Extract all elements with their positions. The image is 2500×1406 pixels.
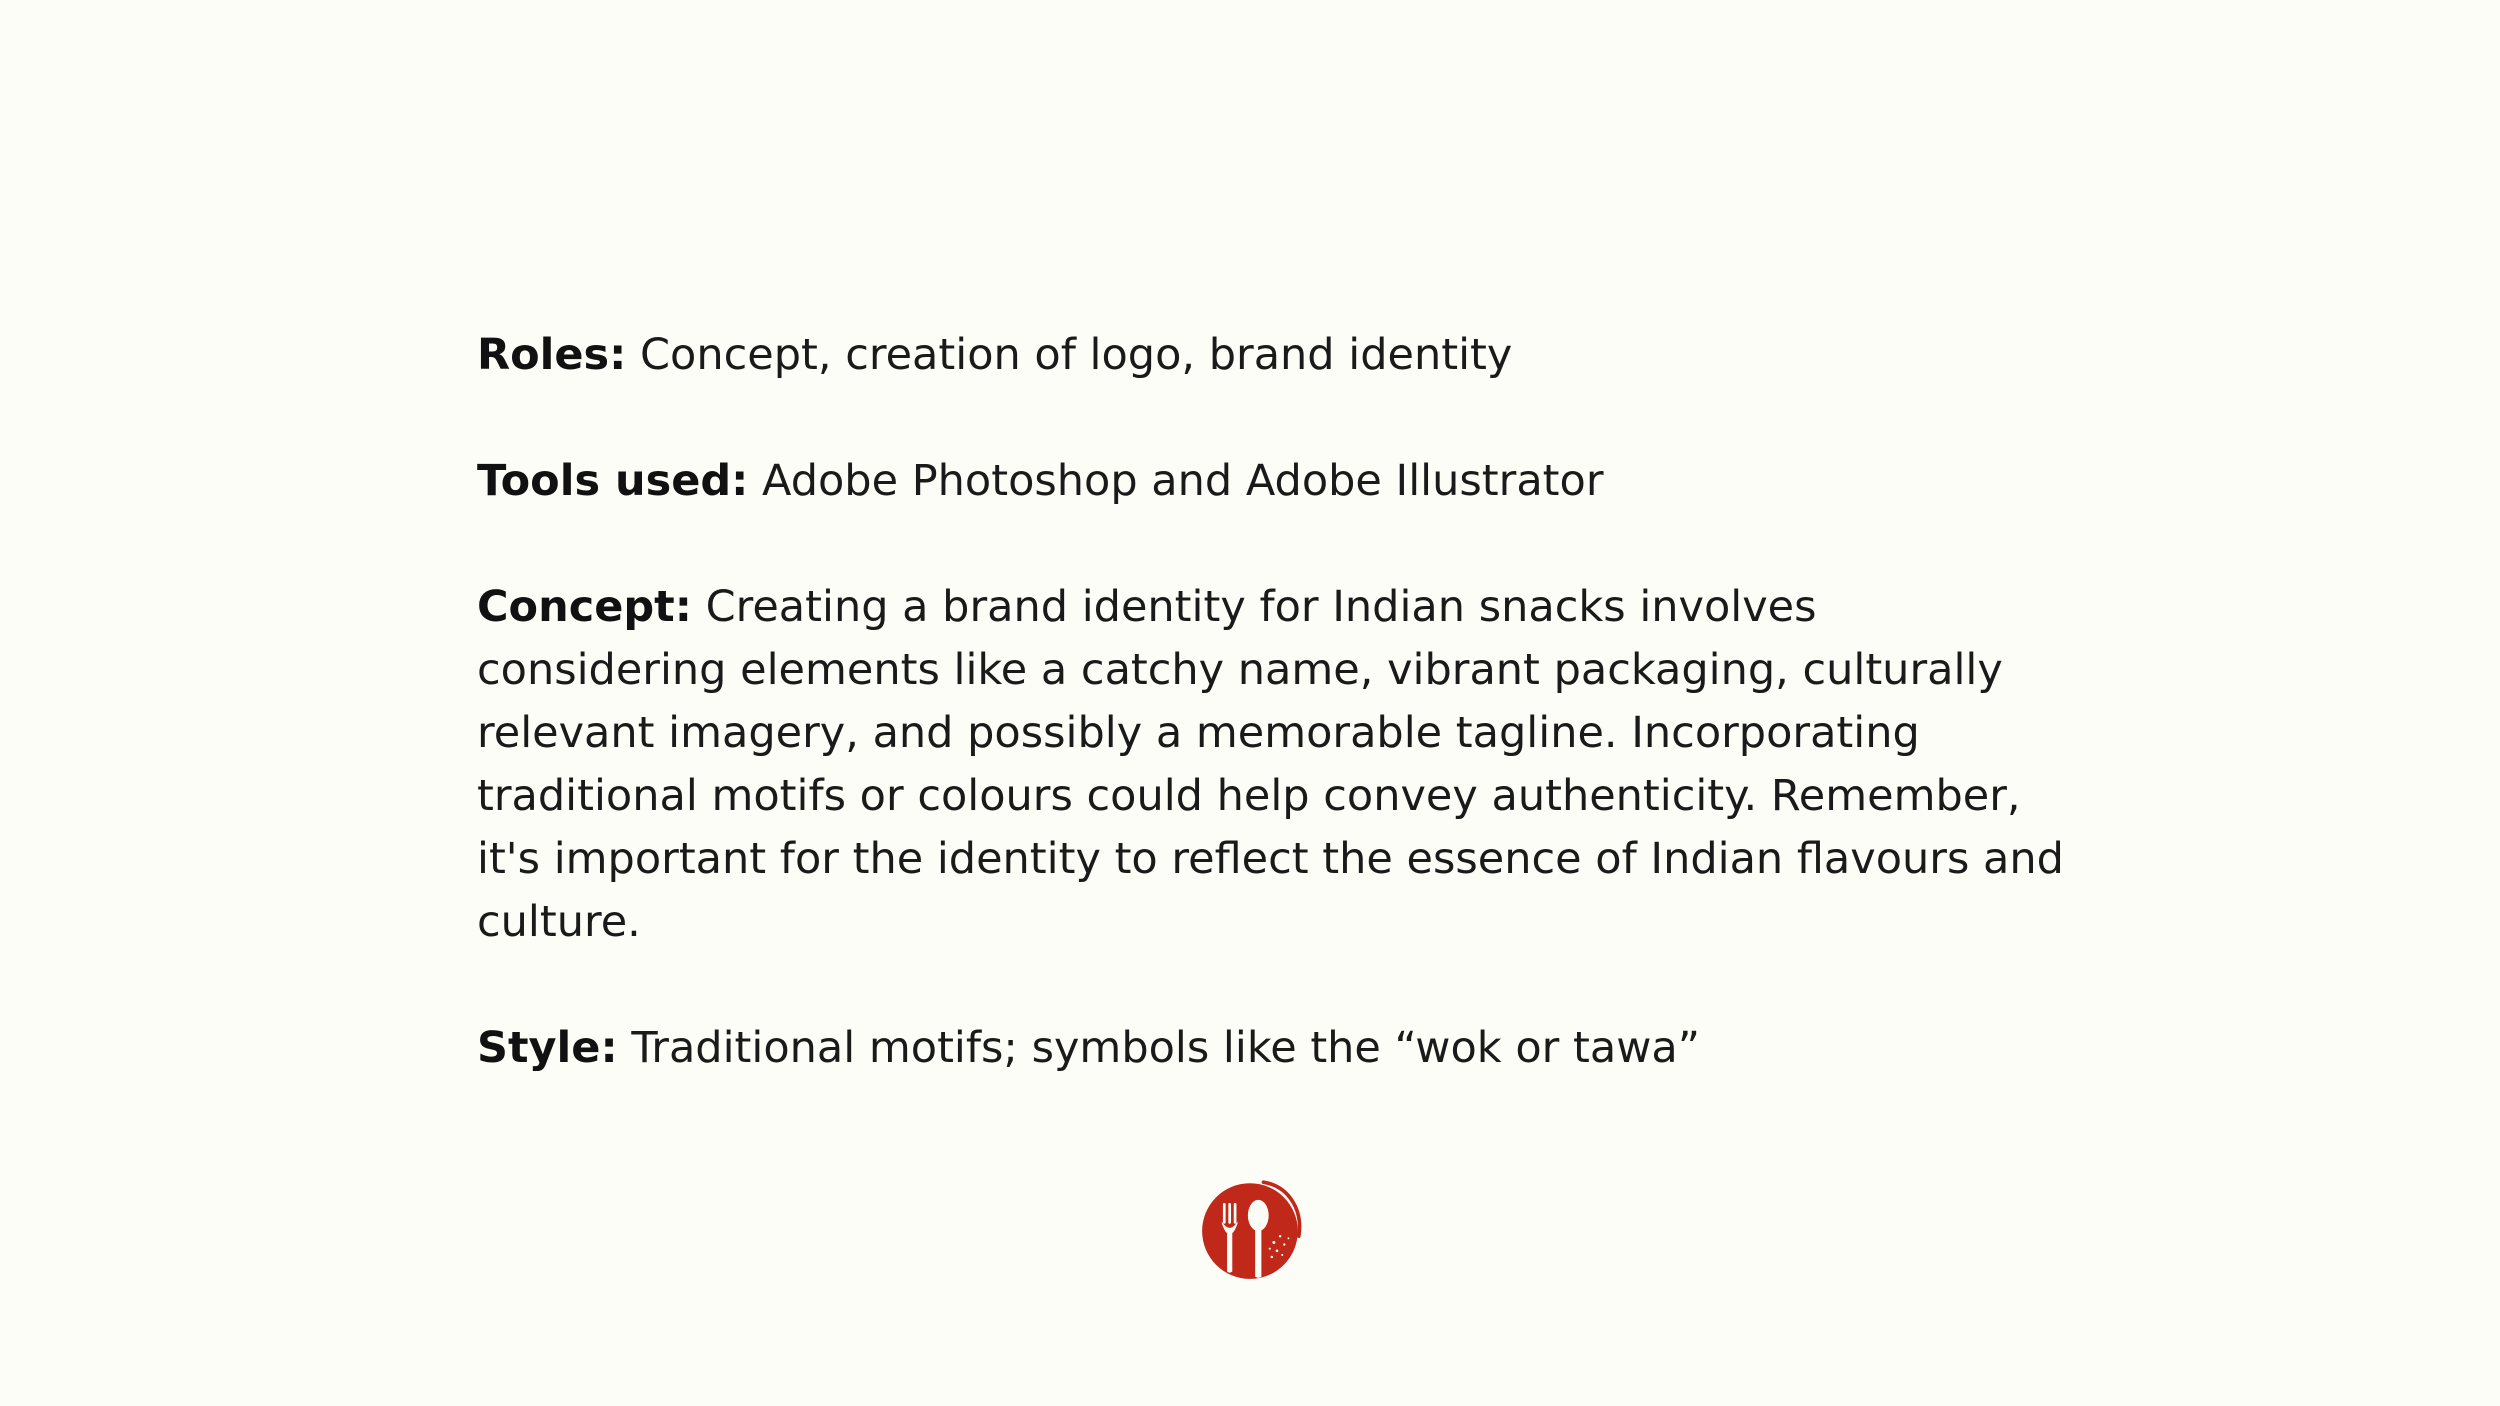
roles-text: Concept, creation of logo, brand identity [640, 330, 1513, 380]
roles-label: Roles: [477, 330, 627, 380]
project-details [477, 324, 2077, 1080]
concept-label: Concept: [477, 582, 692, 632]
logo-circle [1202, 1183, 1298, 1279]
tools-paragraph [477, 450, 2077, 513]
style-label: Style: [477, 1023, 618, 1073]
concept-text: Creating a brand identity for Indian snacks involves considering elements like a catchy name, vibrant packaging, culturally relevant imagery, and possibly a memorable tagline. Incorporating traditional motifs or colours could help convey authenticity. Remember, it's important for the identity to reflect the essence of Indian flavours and culture. [477, 582, 2064, 947]
style-text: Traditional motifs; symbols like the “wok or tawa” [631, 1023, 1701, 1073]
style-paragraph [477, 1017, 2077, 1080]
fork-spoon-logo-icon [1199, 1178, 1303, 1282]
concept-paragraph [477, 576, 2077, 954]
tools-label: Tools used: [477, 456, 749, 506]
roles-paragraph [477, 324, 2077, 387]
tools-text: Adobe Photoshop and Adobe Illustrator [762, 456, 1604, 506]
